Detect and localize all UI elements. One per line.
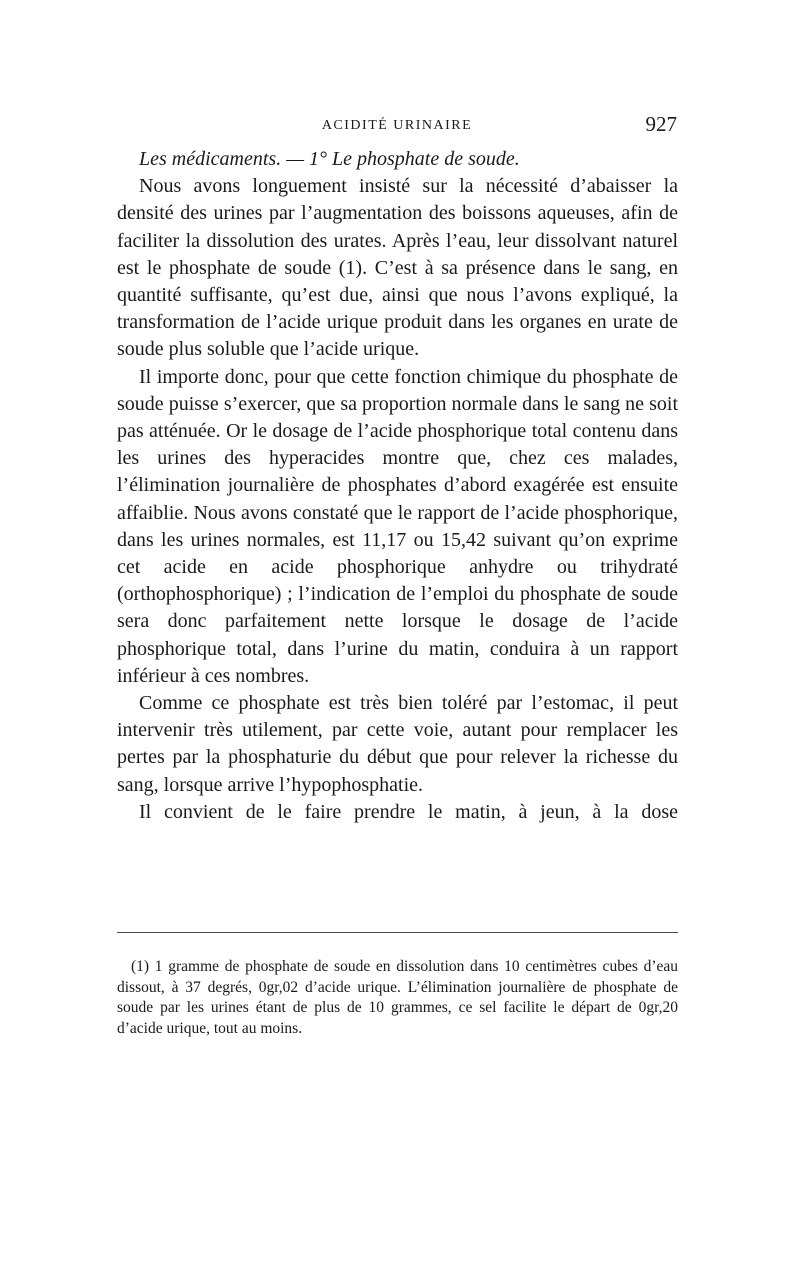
page-number: 927 (645, 112, 677, 136)
running-title: ACIDITÉ URINAIRE (321, 118, 473, 133)
page-header (117, 112, 677, 142)
body-text (117, 146, 678, 826)
paragraph-2: Il importe donc, pour que cette fonction chimique du phosphate de soude puisse s’exercer, que sa proportion normale dans le sang ne soit pas atténuée. Or le dosage de l’acide phosphorique total contenu dans les urines des hyperacides montre que, chez ces malades, l’élimination journalière de phosphates d’abord exagérée est ensuite affaiblie. Nous avons constaté que le rapport de l’acide phosphorique, dans les urines normales, est 11,17 ou 15,42 suivant qu’on exprime cet acide en acide phosphorique anhydre ou trihydraté (orthophosphorique) ; l’indication de l’emploi du phosphate de soude sera donc parfaitement nette lorsque le dosage de l’acide phosphorique total, dans l’urine du matin, conduira à un rapport inférieur à ces nombres. (117, 365, 678, 687)
footnote-1: (1) 1 gramme de phosphate de soude en dissolution dans 10 centimètres cubes d’eau dissout, à 37 degrés, 0gr,02 d’acide urique. L’élimination journalière de phosphate de soude par les urines étant de plus de 10 grammes, ce sel facilite le départ de 0gr,20 d’acide urique, tout au moins. (117, 958, 678, 1037)
footnote-divider (117, 932, 678, 933)
footnotes (117, 957, 678, 1039)
section-heading: Les médicaments. — 1° Le phosphate de soude. (139, 148, 520, 170)
paragraph-3: Comme ce phosphate est très bien toléré par l’estomac, il peut intervenir très utilement, par cette voie, autant pour remplacer les pertes par la phosphaturie du début que pour relever la richesse du sang, lorsque arrive l’hypophosphatie. (117, 692, 678, 796)
paragraph-4: Il convient de le faire prendre le matin, à jeun, à la dose (139, 800, 678, 823)
paragraph-1: Nous avons longuement insisté sur la nécessité d’abaisser la densité des urines par l’augmentation des boissons aqueuses, afin de faciliter la dissolution des urates. Après l’eau, leur dissolvant naturel est le phosphate de soude (1). C’est à sa présence dans le sang, en quantité suffisante, qu’est due, ainsi que nous l’avons expliqué, la transformation de l’acide urique produit dans les organes en urate de soude plus soluble que l’acide urique. (117, 175, 678, 361)
